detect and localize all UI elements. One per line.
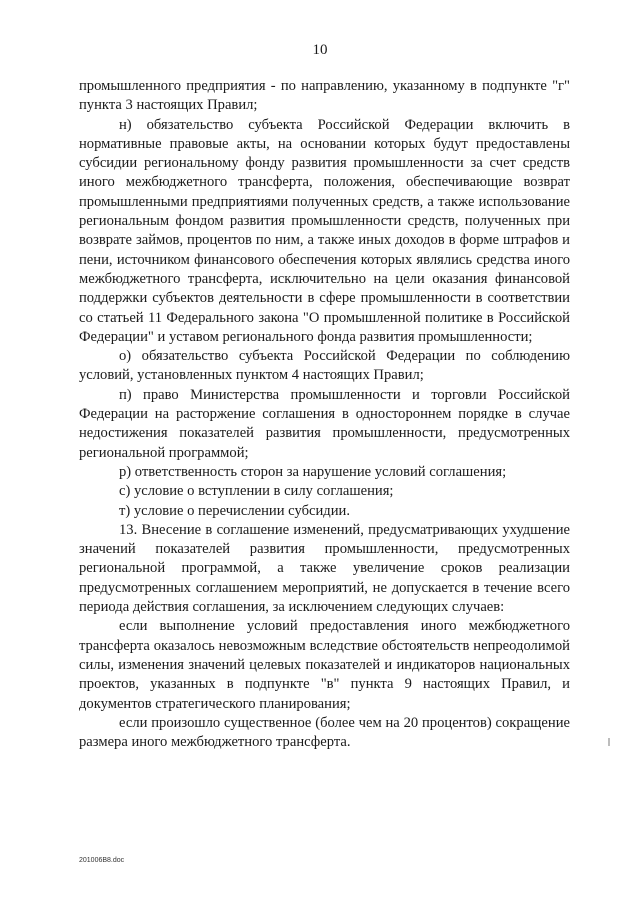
paragraph-item-p: п) право Министерства промышленности и торговли Российской Федерации на расторжение соглашения в одностороннем порядке в случае недостижения показателей развития промышленности, предусмотренных региональной программой; — [79, 386, 570, 461]
margin-mark — [608, 738, 610, 746]
paragraph-item-r: р) ответственность сторон за нарушение условий соглашения; — [119, 463, 507, 480]
paragraph-item-o: о) обязательство субъекта Российской Федерации по соблюдению условий, установленных пунктом 4 настоящих Правил; — [79, 348, 570, 384]
paragraph-continuation: промышленного предприятия - по направлению, указанному в подпункте "г" пункта 3 настоящих Правил; — [79, 78, 570, 114]
paragraph-item-n: н) обязательство субъекта Российской Федерации включить в нормативные правовые акты, на основании которых будут предоставлены субсидии региональному фонду развития промышленности за счет средств иного межбюджетного трансферта, положения, обеспечивающие возврат промышленными предприятиями полученных средств, а также использование региональным фондом развития промышленности средств, полученных при возврате займов, процентов по ним, а также иных доходов в форме штрафов и пени, источником финансового обеспечения которых являлись средства иного межбюджетного трансферта, исключительно на цели оказания финансовой поддержки субъектов деятельности в сфере промышленности в соответствии со статьей 11 Федерального закона "О промышленной политике в Российской Федерации" и уставом регионального фонда развития промышленности; — [79, 116, 570, 345]
paragraph-case-reduction: если произошло существенное (более чем на 20 процентов) сокращение размера иного межбюджетного трансферта. — [79, 714, 570, 751]
document-body — [79, 77, 570, 752]
page-number: 10 — [312, 42, 328, 58]
footer-filename: 201006В8.doc — [79, 857, 125, 864]
paragraph-item-t: т) условие о перечислении субсидии. — [119, 502, 350, 519]
paragraph-clause-13: 13. Внесение в соглашение изменений, предусматривающих ухудшение значений показателей развития промышленности, предусмотренных региональной программой, а также увеличение сроков реализации предусмотренных соглашением мероприятий, не допускается в течение всего периода действия соглашения, за исключением следующих случаев: — [79, 521, 570, 616]
paragraph-case-force-majeure: если выполнение условий предоставления иного межбюджетного трансферта оказалось невозможным вследствие обстоятельств непреодолимой силы, изменения значений целевых показателей и индикаторов национальных проектов, указанных в подпункте "в" пункта 9 настоящих Правил, и документов стратегического планирования; — [79, 618, 570, 712]
paragraph-item-s: с) условие о вступлении в силу соглашения; — [119, 483, 394, 500]
